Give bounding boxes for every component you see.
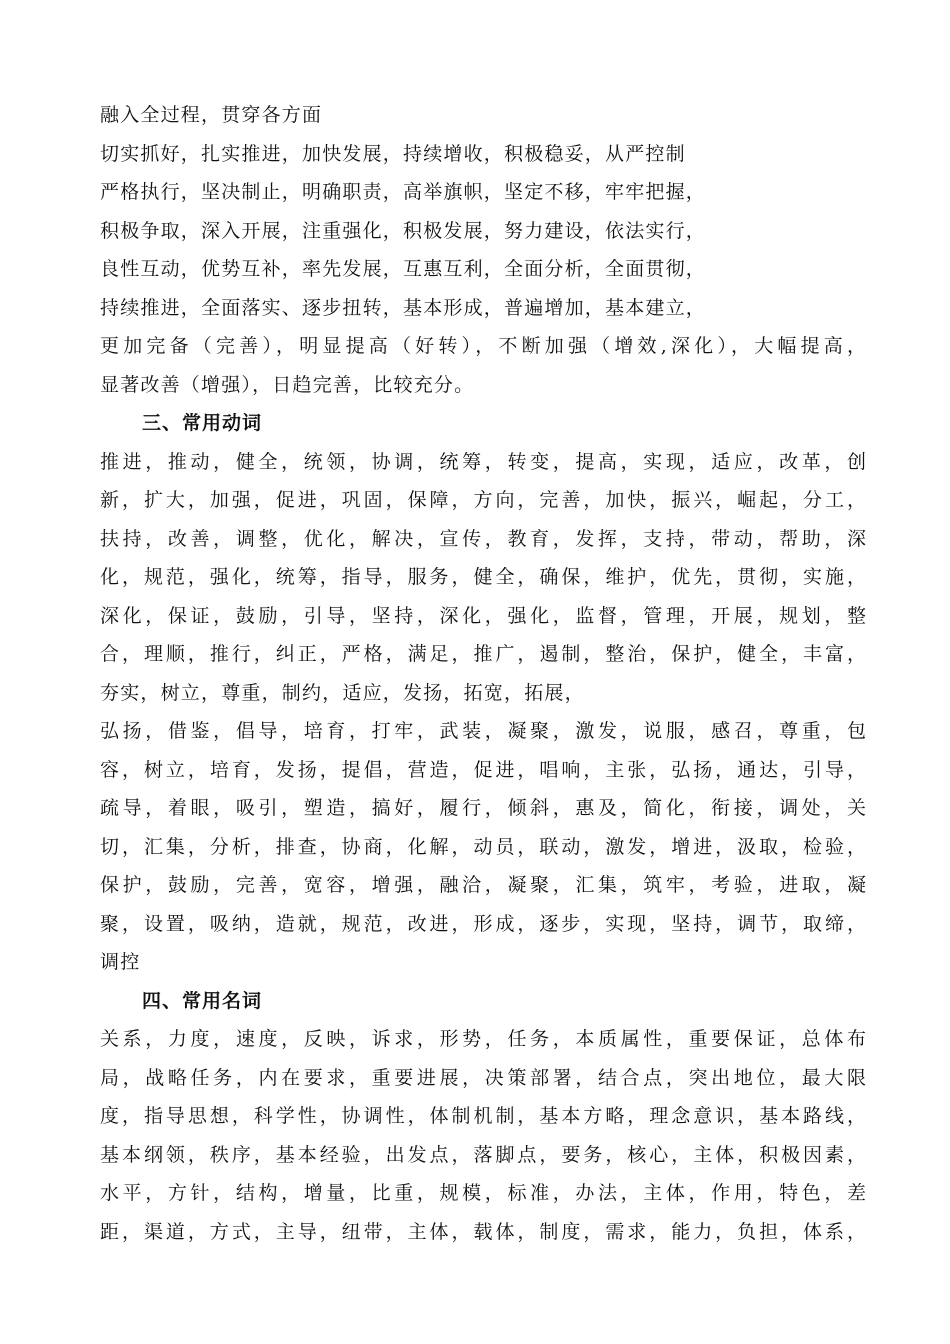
text-line: 关系，力度，速度，反映，诉求，形势，任务，本质属性，重要保证，总体布 bbox=[100, 1028, 866, 1050]
text-line: 度，指导思想，科学性，协调性，体制机制，基本方略，理念意识，基本路线， bbox=[100, 1105, 866, 1127]
text-line: 积极争取，深入开展，注重强化，积极发展，努力建设，依法实行， bbox=[100, 219, 707, 242]
text-line: 新，扩大，加强，促进，巩固，保障，方向，完善，加快，振兴，崛起，分工， bbox=[100, 489, 866, 511]
text-line: 距，渠道，方式，主导，纽带，主体，载体，制度，需求，能力，负担，体系， bbox=[100, 1220, 866, 1243]
text-line: 疏导，着眼，吸引，塑造，搞好，履行，倾斜，惠及，简化，衔接，调处，关 bbox=[100, 797, 866, 819]
text-line: 调控 bbox=[100, 951, 141, 973]
text-line: 基本纲领，秩序，基本经验，出发点，落脚点，要务，核心，主体，积极因素， bbox=[100, 1143, 866, 1166]
section-heading-verbs: 三、常用动词 bbox=[142, 412, 263, 434]
text-line: 夯实，树立，尊重，制约，适应，发扬，拓宽，拓展， bbox=[100, 681, 585, 704]
text-line: 水平，方针，结构，增量，比重，规模，标准，办法，主体，作用，特色，差 bbox=[100, 1182, 866, 1204]
text-line: 扶持，改善，调整，优化，解决，宣传，教育，发挥，支持，带动，帮助，深 bbox=[100, 527, 866, 550]
text-line: 严格执行，坚决制止，明确职责，高举旗帜，坚定不移，牢牢把握， bbox=[100, 181, 707, 203]
section-heading-nouns: 四、常用名词 bbox=[142, 989, 263, 1012]
text-line: 聚，设置，吸纳，造就，规范，改进，形成，逐步，实现，坚持，调节，取缔， bbox=[100, 912, 866, 935]
text-line: 切实抓好，扎实推进，加快发展，持续增收，积极稳妥，从严控制 bbox=[100, 142, 686, 165]
text-line: 容，树立，培育，发扬，提倡，营造，促进，唱响，主张，弘扬，通达，引导， bbox=[100, 758, 866, 781]
text-line: 显著改善（增强），日趋完善，比较充分。 bbox=[100, 373, 475, 396]
text-line: 更加完备（完善），明显提高（好转），不断加强（增效,深化），大幅提高， bbox=[100, 335, 866, 357]
text-line: 保护，鼓励，完善，宽容，增强，融洽，凝聚，汇集，筑牢，考验，进取，凝 bbox=[100, 874, 866, 896]
text-line: 推进，推动，健全，统领，协调，统筹，转变，提高，实现，适应，改革，创 bbox=[100, 450, 866, 473]
text-line: 融入全过程，贯穿各方面 bbox=[100, 104, 323, 126]
text-line: 良性互动，优势互补，率先发展，互惠互利，全面分析，全面贯彻， bbox=[100, 258, 707, 280]
text-line: 持续推进，全面落实、逐步扭转，基本形成，普遍增加，基本建立， bbox=[100, 296, 707, 319]
text-line: 合，理顺，推行，纠正，严格，满足，推广，遏制，整治，保护，健全，丰富， bbox=[100, 643, 866, 665]
text-line: 弘扬，借鉴，倡导，培育，打牢，武装，凝聚，激发，说服，感召，尊重，包 bbox=[100, 720, 866, 742]
text-line: 切，汇集，分析，排查，协商，化解，动员，联动，激发，增进，汲取，检验， bbox=[100, 835, 866, 858]
text-line: 深化，保证，鼓励，引导，坚持，深化，强化，监督，管理，开展，规划，整 bbox=[100, 604, 866, 627]
text-line: 化，规范，强化，统筹，指导，服务，健全，确保，维护，优先，贯彻，实施， bbox=[100, 566, 866, 588]
text-line: 局，战略任务，内在要求，重要进展，决策部署，结合点，突出地位，最大限 bbox=[100, 1066, 866, 1089]
document-page bbox=[100, 96, 866, 1251]
